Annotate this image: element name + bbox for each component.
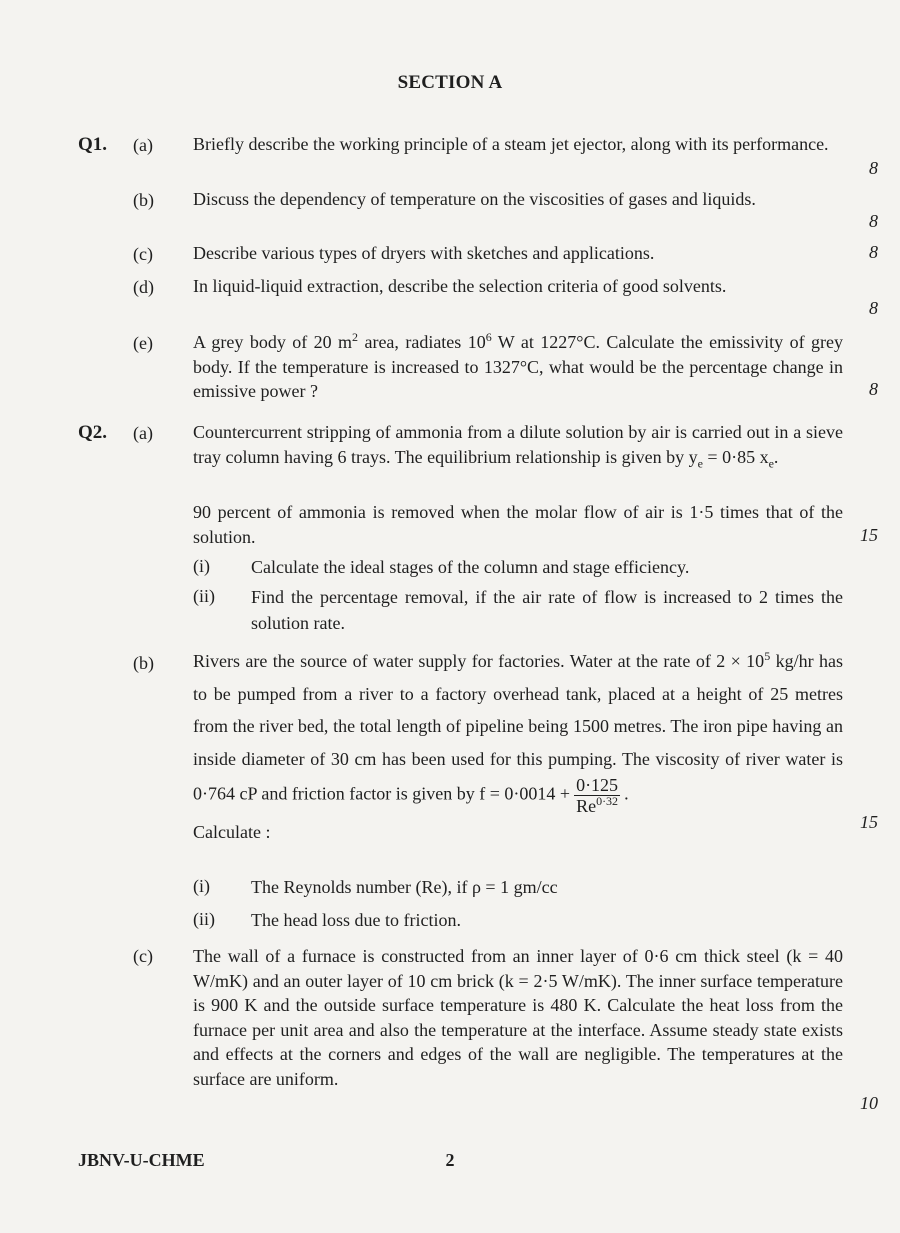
q2-a-sub-ii-label: (ii) <box>193 586 215 606</box>
q2-b-sub-i-text: The Reynolds number (Re), if ρ = 1 gm/cc <box>251 877 558 897</box>
page-number: 2 <box>445 1150 455 1170</box>
q2-b-sub-ii-text: The head loss due to friction. <box>251 910 461 930</box>
q1-part-c-text: Describe various types of dryers with sketches and applications. <box>193 243 655 263</box>
q1-part-b-label: (b) <box>133 190 154 210</box>
q2-part-c-marks: 10 <box>860 1093 878 1113</box>
q2-part-a-label: (a) <box>133 423 153 443</box>
question-number-q2: Q2. <box>78 422 108 443</box>
q2-part-b-label: (b) <box>133 653 154 673</box>
question-number-q1: Q1. <box>78 134 108 155</box>
q1-part-e-marks: 8 <box>869 379 878 399</box>
q1-part-d-text: In liquid-liquid extraction, describe the selection criteria of good solvents. <box>193 276 727 296</box>
q2-a-sub-i-label: (i) <box>193 556 210 576</box>
q1-part-d-marks: 8 <box>869 298 878 318</box>
q2-b-sub-i-label: (i) <box>193 876 210 896</box>
q1-part-a-text: Briefly describe the working principle of a steam jet ejector, along with its performance. <box>193 134 829 154</box>
q1-part-c-marks: 8 <box>869 242 878 262</box>
q2-b-sub-ii-label: (ii) <box>193 909 215 929</box>
q1-part-a-marks: 8 <box>869 158 878 178</box>
q2-a-sub-ii-text: Find the percentage removal, if the air rate of flow is increased to 2 times the solution rate. <box>251 587 843 633</box>
q2-part-a-text-continued: 90 percent of ammonia is removed when the molar flow of air is 1·5 times that of the solution. <box>193 502 843 547</box>
q2-part-b-text: Rivers are the source of water supply for factories. Water at the rate of $2 \times 10^5$ kg/hr has to be pumped from a river to a factory overhead tank, placed at a height of 25 metres from the river bed, the total length of pipeline being 1500 metres. The iron pipe having an inside diameter of 30 cm has been used for this pumping. The viscosity of river water is 0·764 cP and friction factor is given by f = 0·0014 + $\frac{0\cdot 125}{Re^{0\cdot 32}}$ . Calculate : <box>193 649 843 842</box>
q1-part-a-label: (a) <box>133 135 153 155</box>
paper-code: JBNV-U-CHME <box>78 1150 205 1170</box>
q2-part-c-text: The wall of a furnace is constructed from an inner layer of 0·6 cm thick steel (k = 40 W/mK) and an outer layer of 10 cm brick (k = 2·5 W/mK). The inner surface temperature is 900 K and the outside surface temperature is 480 K. Calculate the heat loss from the furnace per unit area and also the temperature at the interface. Assume steady state exists and effects at the corners and edges of the wall are negligible. The temperatures at the surface are uniform. <box>193 946 843 1089</box>
section-title: SECTION A <box>397 72 503 93</box>
q1-part-c-label: (c) <box>133 244 153 264</box>
q2-part-a-text: Countercurrent stripping of ammonia from a dilute solution by air is carried out in a sieve tray column having 6 trays. The equilibrium relationship is given by $y_e = 0\cdot 85$ $x_e$. <box>193 422 843 471</box>
q1-part-e-text: A grey body of 20 $m^2$ area, radiates $10^6$ W at 1227°C. Calculate the emissivity of grey body. If the temperature is increased to 1327°C, what would be the percentage change in emissive power ? <box>193 330 843 401</box>
q1-part-b-marks: 8 <box>869 211 878 231</box>
q2-part-c-label: (c) <box>133 946 153 966</box>
q2-a-sub-i-text: Calculate the ideal stages of the column and stage efficiency. <box>251 557 690 577</box>
q2-part-b-marks: 15 <box>860 812 878 832</box>
q1-part-b-text: Discuss the dependency of temperature on the viscosities of gases and liquids. <box>193 189 756 209</box>
friction-fraction: $\frac{0\cdot 125}{Re^{0\cdot 32}}$ <box>576 775 619 816</box>
q1-part-d-label: (d) <box>133 277 154 297</box>
q2-part-a-marks: 15 <box>860 525 878 545</box>
q1-part-e-label: (e) <box>133 333 153 353</box>
